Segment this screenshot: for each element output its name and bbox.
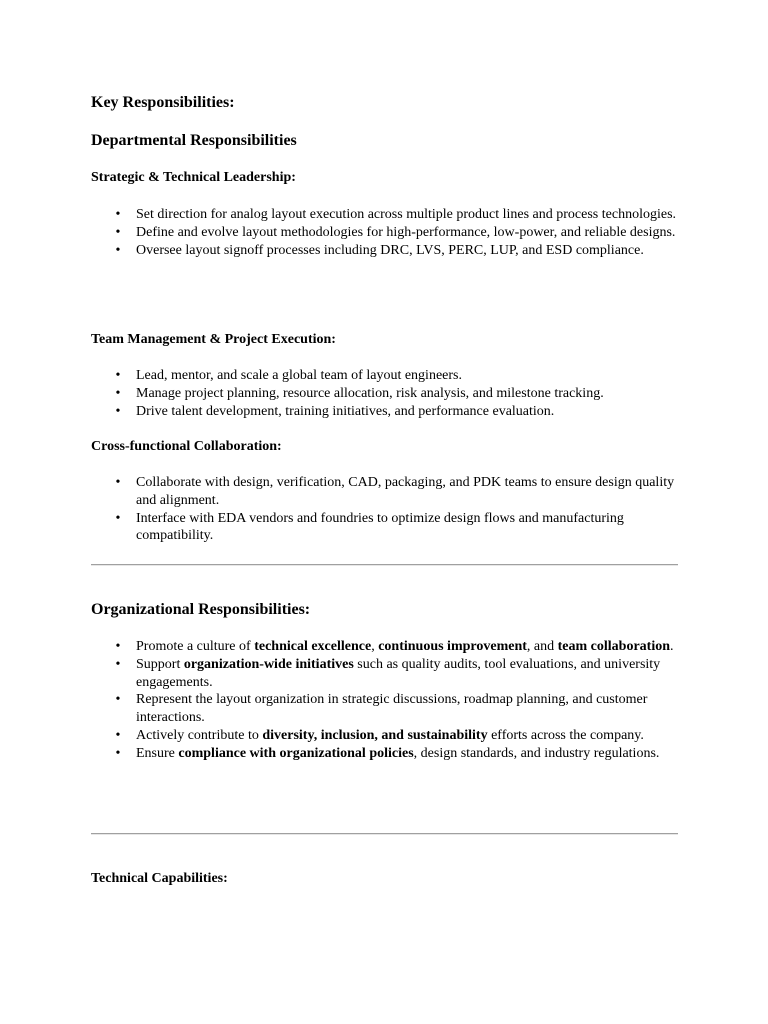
- section-divider: [91, 564, 678, 566]
- cross-functional-heading: Cross-functional Collaboration:: [91, 439, 282, 454]
- list-item: • Ensure compliance with organizational policies, design standards, and industry regulations.: [91, 745, 679, 763]
- strategic-leadership-heading: Strategic & Technical Leadership:: [91, 170, 296, 185]
- bullet-icon: •: [115, 510, 121, 526]
- bullet-icon: •: [115, 368, 121, 383]
- bullet-icon: •: [115, 224, 121, 240]
- key-responsibilities-title: Key Responsibilities:: [91, 94, 235, 111]
- section-divider: [91, 833, 678, 835]
- list-item: • Interface with EDA vendors and foundries to optimize design flows and manufacturing compatibility.: [91, 510, 679, 546]
- team-management-heading: Team Management & Project Execution:: [91, 332, 336, 347]
- bullet-icon: •: [115, 692, 121, 708]
- strategic-leadership-list: [91, 206, 679, 259]
- technical-capabilities-heading: Technical Capabilities:: [91, 871, 228, 886]
- bullet-icon: •: [115, 242, 121, 258]
- list-item: • Support organization-wide initiatives such as quality audits, tool evaluations, and university engagements.: [91, 656, 679, 692]
- list-item: • Represent the layout organization in strategic discussions, roadmap planning, and customer interactions.: [91, 691, 679, 727]
- list-item: • Oversee layout signoff processes including DRC, LVS, PERC, LUP, and ESD compliance.: [91, 242, 679, 260]
- bullet-icon: •: [115, 475, 121, 490]
- bullet-icon: •: [115, 745, 121, 761]
- organizational-heading: Organizational Responsibilities:: [91, 601, 311, 618]
- bullet-icon: •: [115, 403, 121, 419]
- list-item: • Actively contribute to diversity, inclusion, and sustainability efforts across the company.: [91, 727, 679, 745]
- list-item: • Set direction for analog layout execution across multiple product lines and process technologies.: [91, 206, 679, 224]
- list-item: • Promote a culture of technical excellence, continuous improvement, and team collaboration.: [91, 638, 679, 656]
- bullet-icon: •: [115, 207, 121, 222]
- organizational-list: [91, 638, 679, 763]
- list-item: • Manage project planning, resource allocation, risk analysis, and milestone tracking.: [91, 385, 679, 403]
- bullet-icon: •: [115, 385, 121, 401]
- list-item: • Lead, mentor, and scale a global team of layout engineers.: [91, 367, 679, 385]
- bullet-icon: •: [115, 727, 121, 743]
- list-item: • Drive talent development, training initiatives, and performance evaluation.: [91, 403, 679, 421]
- bullet-icon: •: [115, 656, 121, 672]
- departmental-heading: Departmental Responsibilities: [91, 132, 297, 149]
- bullet-icon: •: [115, 639, 121, 654]
- cross-functional-list: [91, 474, 679, 545]
- team-management-list: [91, 367, 679, 420]
- list-item: • Define and evolve layout methodologies for high-performance, low-power, and reliable designs.: [91, 224, 679, 242]
- list-item: • Collaborate with design, verification, CAD, packaging, and PDK teams to ensure design quality and alignment.: [91, 474, 679, 510]
